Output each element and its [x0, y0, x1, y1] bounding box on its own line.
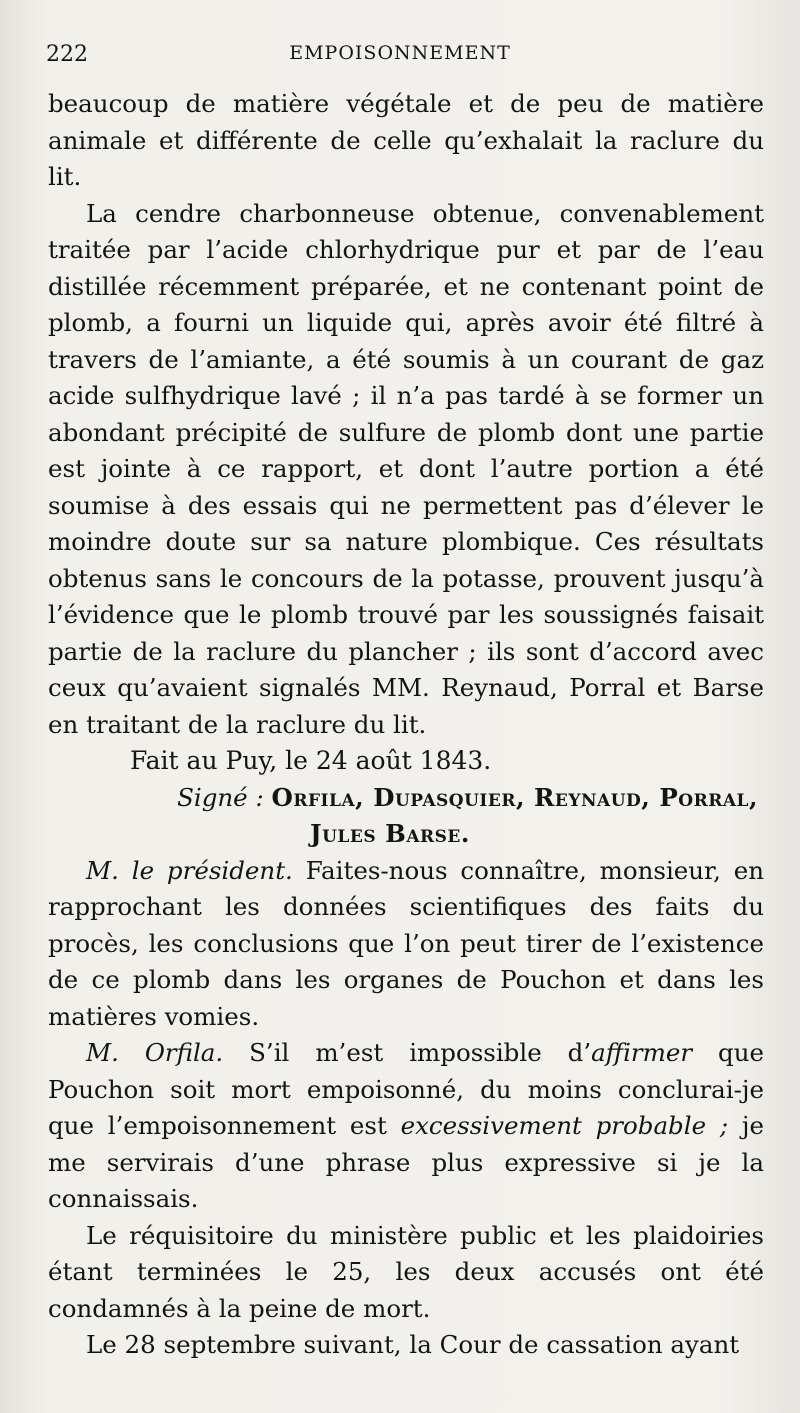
orfila-text-3: je me servirais d’une phrase plus expressive si je la connaissais.: [48, 1111, 764, 1213]
orfila-emphasis-2: excessivement probable ;: [400, 1111, 729, 1140]
orfila-emphasis-1: affirmer: [591, 1038, 693, 1067]
paragraph-orfila: [48, 1035, 764, 1218]
paragraph-analysis: La cendre charbonneuse obtenue, convenablement traitée par l’acide chlorhydrique pur et par de l’eau distillée récemment préparée, et ne contenant point de plomb, a fourni un liquide qui, après avoir été filtré à travers de l’amiante, a été soumis à un courant de gaz acide sulfhydrique lavé ; il n’a pas tardé à se former un abondant précipité de sulfure de plomb dont une partie est jointe à ce rapport, et dont l’autre portion a été soumise à des essais qui ne permettent pas d’élever le moindre doute sur sa nature plombique. Ces résultats obtenus sans le concours de la potasse, prouvent jusqu’à l’évidence que le plomb trouvé par les soussignés faisait partie de la raclure du plancher ; ils sont d’accord avec ceux qu’avaient signalés MM. Reynaud, Porral et Barse en traitant de la raclure du lit.: [48, 198, 764, 739]
speaker-orfila: M. Orfila.: [86, 1038, 224, 1067]
page-number: 222: [46, 42, 88, 67]
running-title: EMPOISONNEMENT: [289, 42, 511, 64]
signatory-last: Jules Barse.: [310, 819, 470, 848]
paragraph-verdict: Le réquisitoire du ministère public et les plaidoiries étant terminées le 25, les deux accusés ont été condamnés à la peine de mort.: [48, 1220, 764, 1323]
page-body: [48, 86, 764, 1364]
paragraph-cassation: Le 28 septembre suivant, la Cour de cassation ayant: [86, 1330, 740, 1359]
paragraph-continued: beaucoup de matière végétale et de peu de matière animale et différente de celle qu’exhalait la raclure du lit.: [48, 89, 764, 191]
orfila-text-2: que Pouchon soit mort empoisonné, du moins conclurai-je que l’empoisonnement est: [48, 1038, 764, 1140]
paragraph-president: [48, 853, 764, 1036]
signatories: Orfila, Dupasquier, Reynaud, Porral,: [271, 782, 758, 812]
signed-label: Signé :: [177, 782, 264, 812]
signature-line: [48, 780, 764, 817]
president-question: Faites-nous connaître, monsieur, en rapprochant les données scientifiques des faits du procès, les conclusions que l’on peut tirer de l’existence de ce plomb dans les organes de Pouchon et dans les matières vomies.: [48, 855, 765, 1031]
date-line: Fait au Puy, le 24 août 1843.: [130, 746, 492, 775]
signature-line-2: [48, 816, 764, 853]
page-header: [46, 42, 754, 82]
orfila-text-1: S’il m’est impossible d’: [223, 1038, 592, 1067]
speaker-president: M. le président.: [86, 855, 293, 885]
